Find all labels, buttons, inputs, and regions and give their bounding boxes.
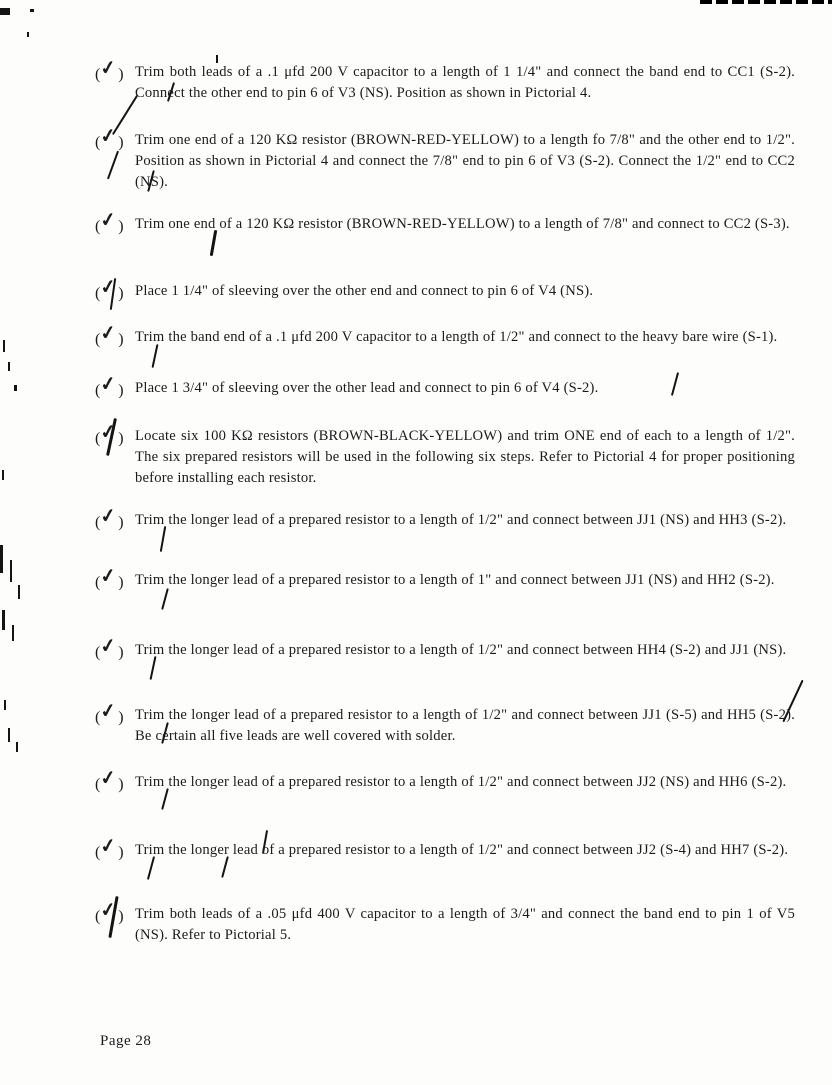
scan-noise — [8, 728, 10, 742]
check-icon: ✓ — [99, 275, 119, 300]
step-text: Trim the band end of a .1 μfd 200 V capacitor to a length of 1/2" and connect to the heavy bare wire (S-1). — [135, 329, 778, 345]
check-icon: ✓ — [99, 208, 119, 233]
paren-open: ( — [95, 844, 102, 861]
checkmark-box — [95, 766, 135, 795]
paren-close: ) — [118, 776, 125, 793]
step-text: Trim the longer lead of a prepared resistor to a length of 1/2" and connect between JJ1 (S-5) and HH5 (S-2). Be certain all five leads are well covered with solder. — [135, 707, 795, 744]
paren-close: ) — [118, 430, 125, 447]
paren-close: ) — [118, 134, 125, 151]
paren-open: ( — [95, 285, 102, 302]
checkmark-box — [95, 634, 135, 663]
checkmark-box — [95, 504, 135, 533]
step-text: Trim one end of a 120 KΩ resistor (BROWN-RED-YELLOW) to a length of 7/8" and connect to CC2 (S-3). — [135, 216, 790, 232]
checkmark-box — [95, 898, 135, 927]
step-text: Place 1 3/4" of sleeving over the other lead and connect to pin 6 of V4 (S-2). — [135, 380, 599, 396]
checkmark-box — [95, 420, 135, 449]
check-icon: ✓ — [99, 124, 119, 149]
step-text: Locate six 100 KΩ resistors (BROWN-BLACK-YELLOW) and trim ONE end of each to a length of 1/2". The six prepared resistors will be used in the following six steps. Refer to Pictorial 4 for proper positioning before installing each resistor. — [135, 428, 795, 486]
paren-close: ) — [118, 514, 125, 531]
paren-close: ) — [118, 331, 125, 348]
step-text: Trim one end of a 120 KΩ resistor (BROWN-RED-YELLOW) to a length fo 7/8" and the other end to 1/2". Position as shown in Pictorial 4 and connect the 7/8" end to pin 6 of V3 (S-2). Connect the 1/2" end to CC2 (NS). — [135, 132, 795, 190]
check-icon: ✓ — [99, 420, 119, 445]
paren-close: ) — [118, 908, 125, 925]
pen-mark — [161, 588, 169, 610]
paren-open: ( — [95, 331, 102, 348]
scan-noise — [27, 32, 29, 37]
paren-open: ( — [95, 66, 102, 83]
scan-noise — [0, 8, 10, 15]
scan-noise — [14, 385, 17, 391]
scan-noise — [18, 585, 20, 599]
page-number: Page 28 — [100, 1033, 152, 1049]
scan-noise — [12, 625, 14, 641]
paren-open: ( — [95, 709, 102, 726]
checkmark-box — [95, 372, 135, 401]
step-text: Place 1 1/4" of sleeving over the other end and connect to pin 6 of V4 (NS). — [135, 283, 594, 299]
paren-open: ( — [95, 644, 102, 661]
step-text: Trim the longer lead of a prepared resistor to a length of 1/2" and connect between JJ2 (S-4) and HH7 (S-2). — [135, 842, 789, 858]
checkmark-box — [95, 699, 135, 728]
checkmark-box — [95, 834, 135, 863]
step-text: Trim the longer lead of a prepared resistor to a length of 1" and connect between JJ1 (NS) and HH2 (S-2). — [135, 572, 775, 588]
scan-noise — [2, 470, 4, 480]
scan-noise — [8, 362, 10, 371]
step-text: Trim both leads of a .1 μfd 200 V capacitor to a length of 1 1/4" and connect the band end to CC1 (S-2). Connect the other end to pin 6 of V3 (NS). Position as shown in Pictorial 4. — [135, 64, 795, 101]
scan-noise — [16, 742, 18, 752]
check-icon: ✓ — [99, 564, 119, 589]
check-icon: ✓ — [99, 898, 119, 923]
scan-edge-artifact — [700, 0, 832, 4]
check-icon: ✓ — [99, 834, 119, 859]
scan-noise — [0, 545, 3, 573]
step-text: Trim both leads of a .05 μfd 400 V capacitor to a length of 3/4" and connect the band end to pin 1 of V5 (NS). Refer to Pictorial 5. — [135, 906, 795, 943]
check-icon: ✓ — [99, 634, 119, 659]
check-icon: ✓ — [99, 372, 119, 397]
check-icon: ✓ — [99, 699, 119, 724]
check-icon: ✓ — [99, 504, 119, 529]
paren-close: ) — [118, 285, 125, 302]
checkmark-box — [95, 124, 135, 153]
checkmark-box — [95, 564, 135, 593]
scan-noise — [2, 610, 5, 630]
paren-open: ( — [95, 908, 102, 925]
checkmark-box — [95, 56, 135, 85]
checkmark-box — [95, 321, 135, 350]
paren-open: ( — [95, 430, 102, 447]
paren-close: ) — [118, 218, 125, 235]
paren-open: ( — [95, 134, 102, 151]
scan-noise — [3, 340, 5, 352]
paren-close: ) — [118, 382, 125, 399]
scan-noise — [4, 700, 6, 710]
paren-close: ) — [118, 66, 125, 83]
pen-mark — [107, 151, 119, 180]
paren-open: ( — [95, 514, 102, 531]
paren-close: ) — [118, 644, 125, 661]
step-text: Trim the longer lead of a prepared resistor to a length of 1/2" and connect between JJ1 (NS) and HH3 (S-2). — [135, 512, 787, 528]
check-icon: ✓ — [99, 766, 119, 791]
paren-close: ) — [118, 574, 125, 591]
check-icon: ✓ — [99, 321, 119, 346]
paren-open: ( — [95, 382, 102, 399]
paren-open: ( — [95, 218, 102, 235]
scan-noise — [10, 560, 12, 582]
checkmark-box — [95, 208, 135, 237]
step-text: Trim the longer lead of a prepared resistor to a length of 1/2" and connect between HH4 (S-2) and JJ1 (NS). — [135, 642, 787, 658]
paren-close: ) — [118, 709, 125, 726]
paren-open: ( — [95, 776, 102, 793]
paren-open: ( — [95, 574, 102, 591]
checkmark-box — [95, 275, 135, 304]
scan-noise — [30, 9, 34, 12]
paren-close: ) — [118, 844, 125, 861]
check-icon: ✓ — [99, 56, 119, 81]
step-text: Trim the longer lead of a prepared resistor to a length of 1/2" and connect between JJ2 (NS) and HH6 (S-2). — [135, 774, 787, 790]
